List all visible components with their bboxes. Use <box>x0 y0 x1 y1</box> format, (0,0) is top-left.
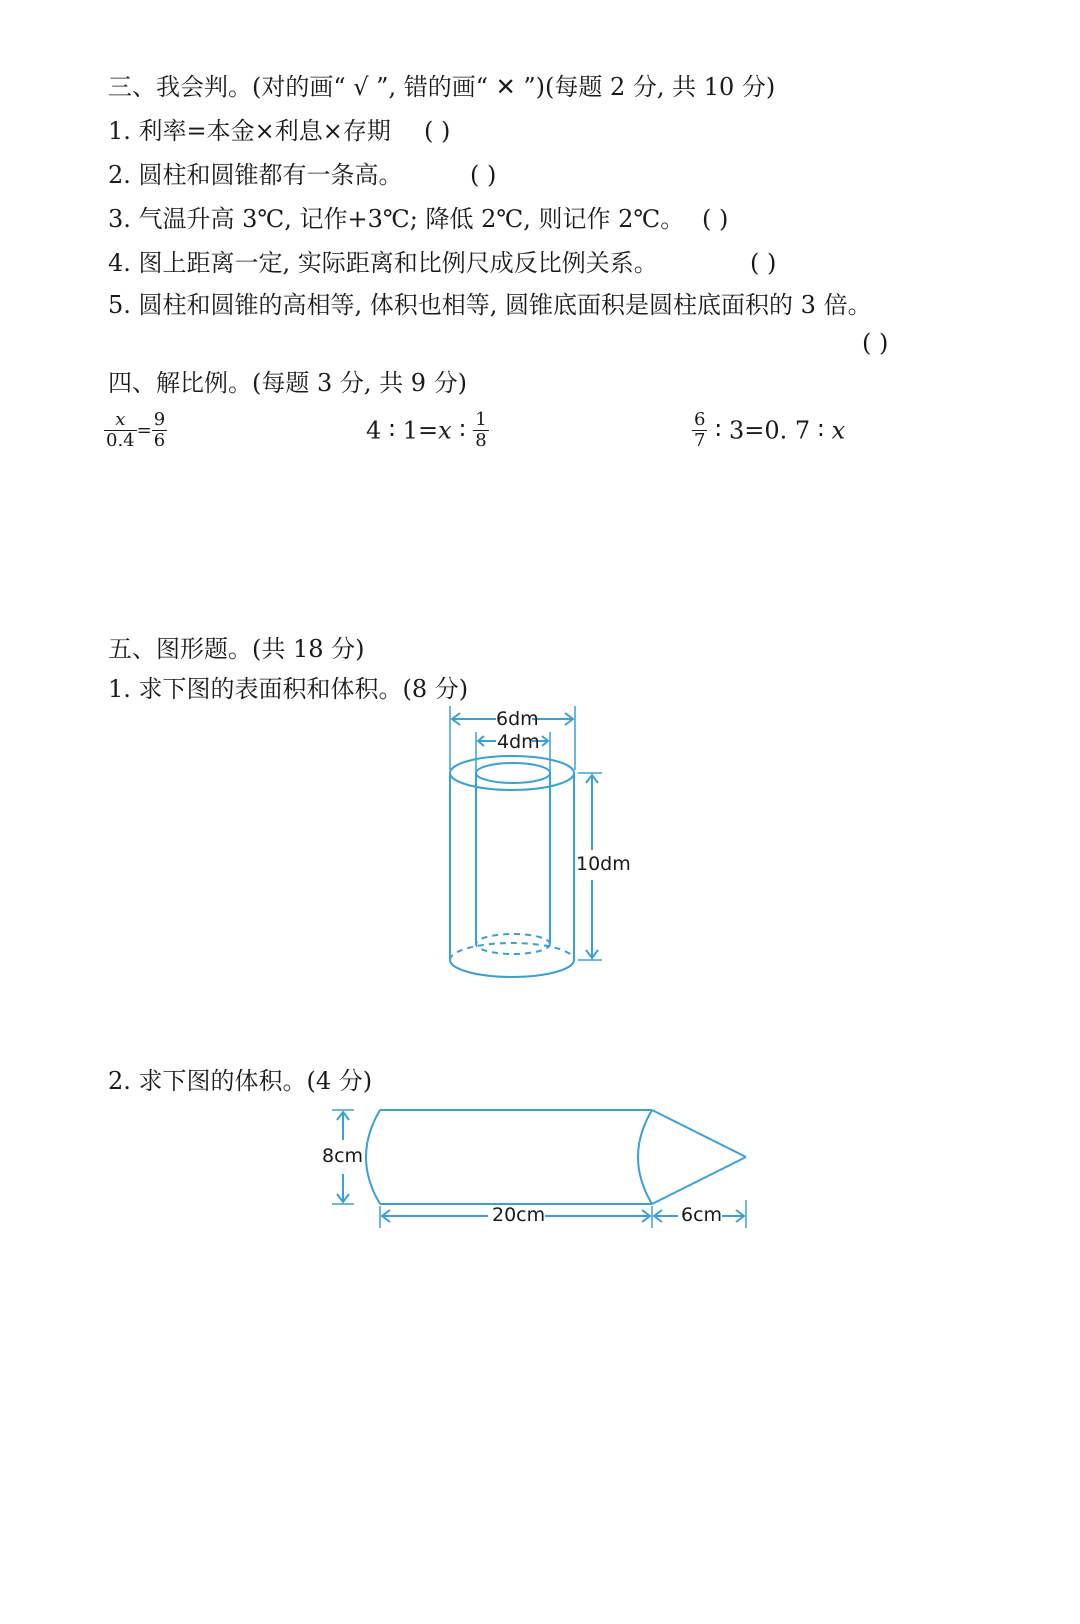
fraction-numerator: x <box>104 410 137 431</box>
ratio-sign: ∶ <box>451 416 474 445</box>
label-outer-diameter: 6dm <box>496 708 539 730</box>
label-cylinder-height: 8cm <box>322 1145 364 1167</box>
section3-heading: 三、我会判。(对的画“ √ ”, 错的画“ ✕ ”)(每题 2 分, 共 10 分) <box>108 73 776 101</box>
label-height: 10dm <box>576 853 631 875</box>
inner-top-ellipse <box>476 763 550 783</box>
variable-x: x <box>831 416 846 445</box>
label-inner-diameter: 4dm <box>497 731 540 753</box>
outer-bottom-front <box>450 960 574 977</box>
answer-paren-3[interactable]: ( ) <box>702 205 729 233</box>
label-cylinder-length: 20cm <box>492 1204 546 1226</box>
variable-x: x <box>438 416 452 445</box>
question-2: 2. 求下图的体积。(4 分) <box>108 1067 373 1095</box>
section5-heading: 五、图形题。(共 18 分) <box>108 635 365 663</box>
answer-paren-4[interactable]: ( ) <box>750 249 777 277</box>
judge-item-2: 2. 圆柱和圆锥都有一条高。 <box>108 161 403 189</box>
label-cone-length: 6cm <box>681 1204 723 1226</box>
fraction-denominator: 7 <box>694 430 706 451</box>
judge-item-1: 1. 利率=本金×利息×存期 <box>108 117 391 145</box>
equation-rest: ∶ 3=0. 7 ∶ <box>707 416 832 445</box>
judge-item-4: 4. 图上距离一定, 实际距离和比例尺成反比例关系。 <box>108 249 658 277</box>
equals-sign: = <box>136 420 152 441</box>
answer-paren-2[interactable]: ( ) <box>470 161 497 189</box>
fraction-numerator: 6 <box>694 409 706 430</box>
section4-heading: 四、解比例。(每题 3 分, 共 9 分) <box>108 369 468 397</box>
fraction-denominator: 8 <box>475 430 487 451</box>
judge-item-3: 3. 气温升高 3℃, 记作+3℃; 降低 2℃, 则记作 2℃。 <box>108 205 685 233</box>
outer-top-ellipse <box>450 756 574 790</box>
fraction-numerator: 1 <box>475 409 487 430</box>
outer-bottom-back <box>450 943 574 960</box>
equation-lead: 4 ∶ 1= <box>366 416 439 445</box>
question-1: 1. 求下图的表面积和体积。(8 分) <box>108 675 469 703</box>
fraction-denominator: 6 <box>153 430 166 451</box>
answer-paren-5[interactable]: ( ) <box>862 329 889 357</box>
judge-item-5: 5. 圆柱和圆锥的高相等, 体积也相等, 圆锥底面积是圆柱底面积的 3 倍。 <box>108 291 872 319</box>
fraction-denominator: 0.4 <box>106 430 135 451</box>
fraction-numerator: 9 <box>153 409 166 430</box>
answer-paren-1[interactable]: ( ) <box>424 117 451 145</box>
